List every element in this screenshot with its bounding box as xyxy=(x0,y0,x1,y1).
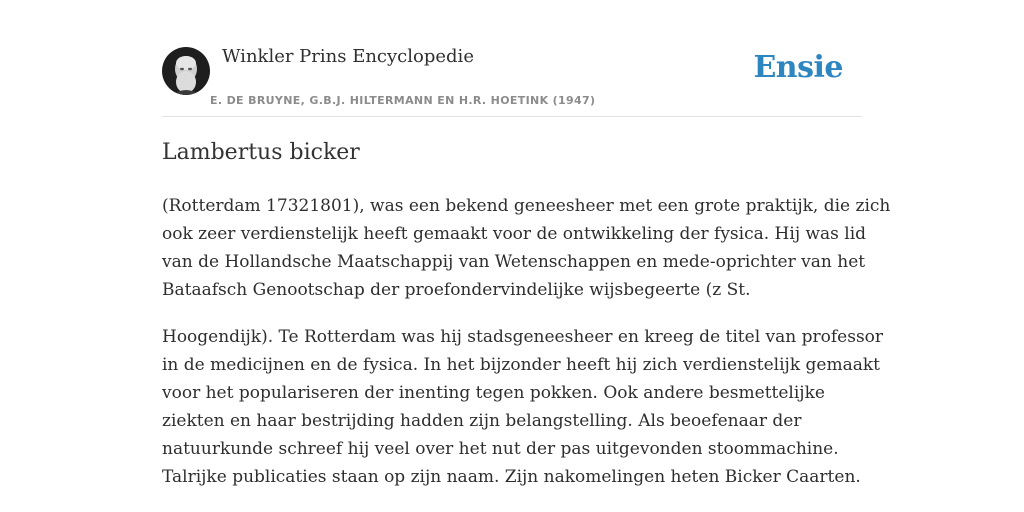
ensie-logo-link[interactable]: Ensie xyxy=(753,50,843,85)
paragraph-line: ook zeer verdienstelijk heeft gemaakt voor de ontwikkeling der fysica. Hij was lid xyxy=(162,224,867,244)
article-title: Lambertus bicker xyxy=(162,140,360,165)
paragraph-line: Talrijke publicaties staan op zijn naam. Zijn nakomelingen heten Bicker Caarten. xyxy=(162,467,861,487)
article-paragraph-1 xyxy=(162,192,891,304)
avatar[interactable] xyxy=(162,47,210,95)
paragraph-line: in de medicijnen en de fysica. In het bijzonder heeft hij zich verdienstelijk gemaakt xyxy=(162,355,881,375)
header xyxy=(162,0,862,117)
paragraph-line: (Rotterdam 17321801), was een bekend geneesheer met een grote praktijk, die zich xyxy=(162,196,891,216)
portrait-icon xyxy=(162,47,210,95)
paragraph-line: ziekten en haar bestrijding hadden zijn belangstelling. Als beoefenaar der xyxy=(162,411,802,431)
article-paragraph-2 xyxy=(162,323,882,491)
paragraph-line: natuurkunde schreef hij veel over het nut der pas uitgevonden stoommachine. xyxy=(162,439,839,459)
authors-line: E. DE BRUYNE, G.B.J. HILTERMANN EN H.R. HOETINK (1947) xyxy=(210,94,596,107)
page xyxy=(162,0,891,487)
paragraph-line: van de Hollandsche Maatschappij van Wetenschappen en mede-oprichter van het xyxy=(162,252,866,272)
paragraph-line: Hoogendijk). Te Rotterdam was hij stadsgeneesheer en kreeg de titel van professor xyxy=(162,327,884,347)
paragraph-line: Bataafsch Genootschap der proefondervindelijke wijsbegeerte (z St. xyxy=(162,280,751,300)
encyclopedia-title[interactable]: Winkler Prins Encyclopedie xyxy=(222,46,474,67)
paragraph-line: voor het populariseren der inenting tegen pokken. Ook andere besmettelijke xyxy=(162,383,825,403)
